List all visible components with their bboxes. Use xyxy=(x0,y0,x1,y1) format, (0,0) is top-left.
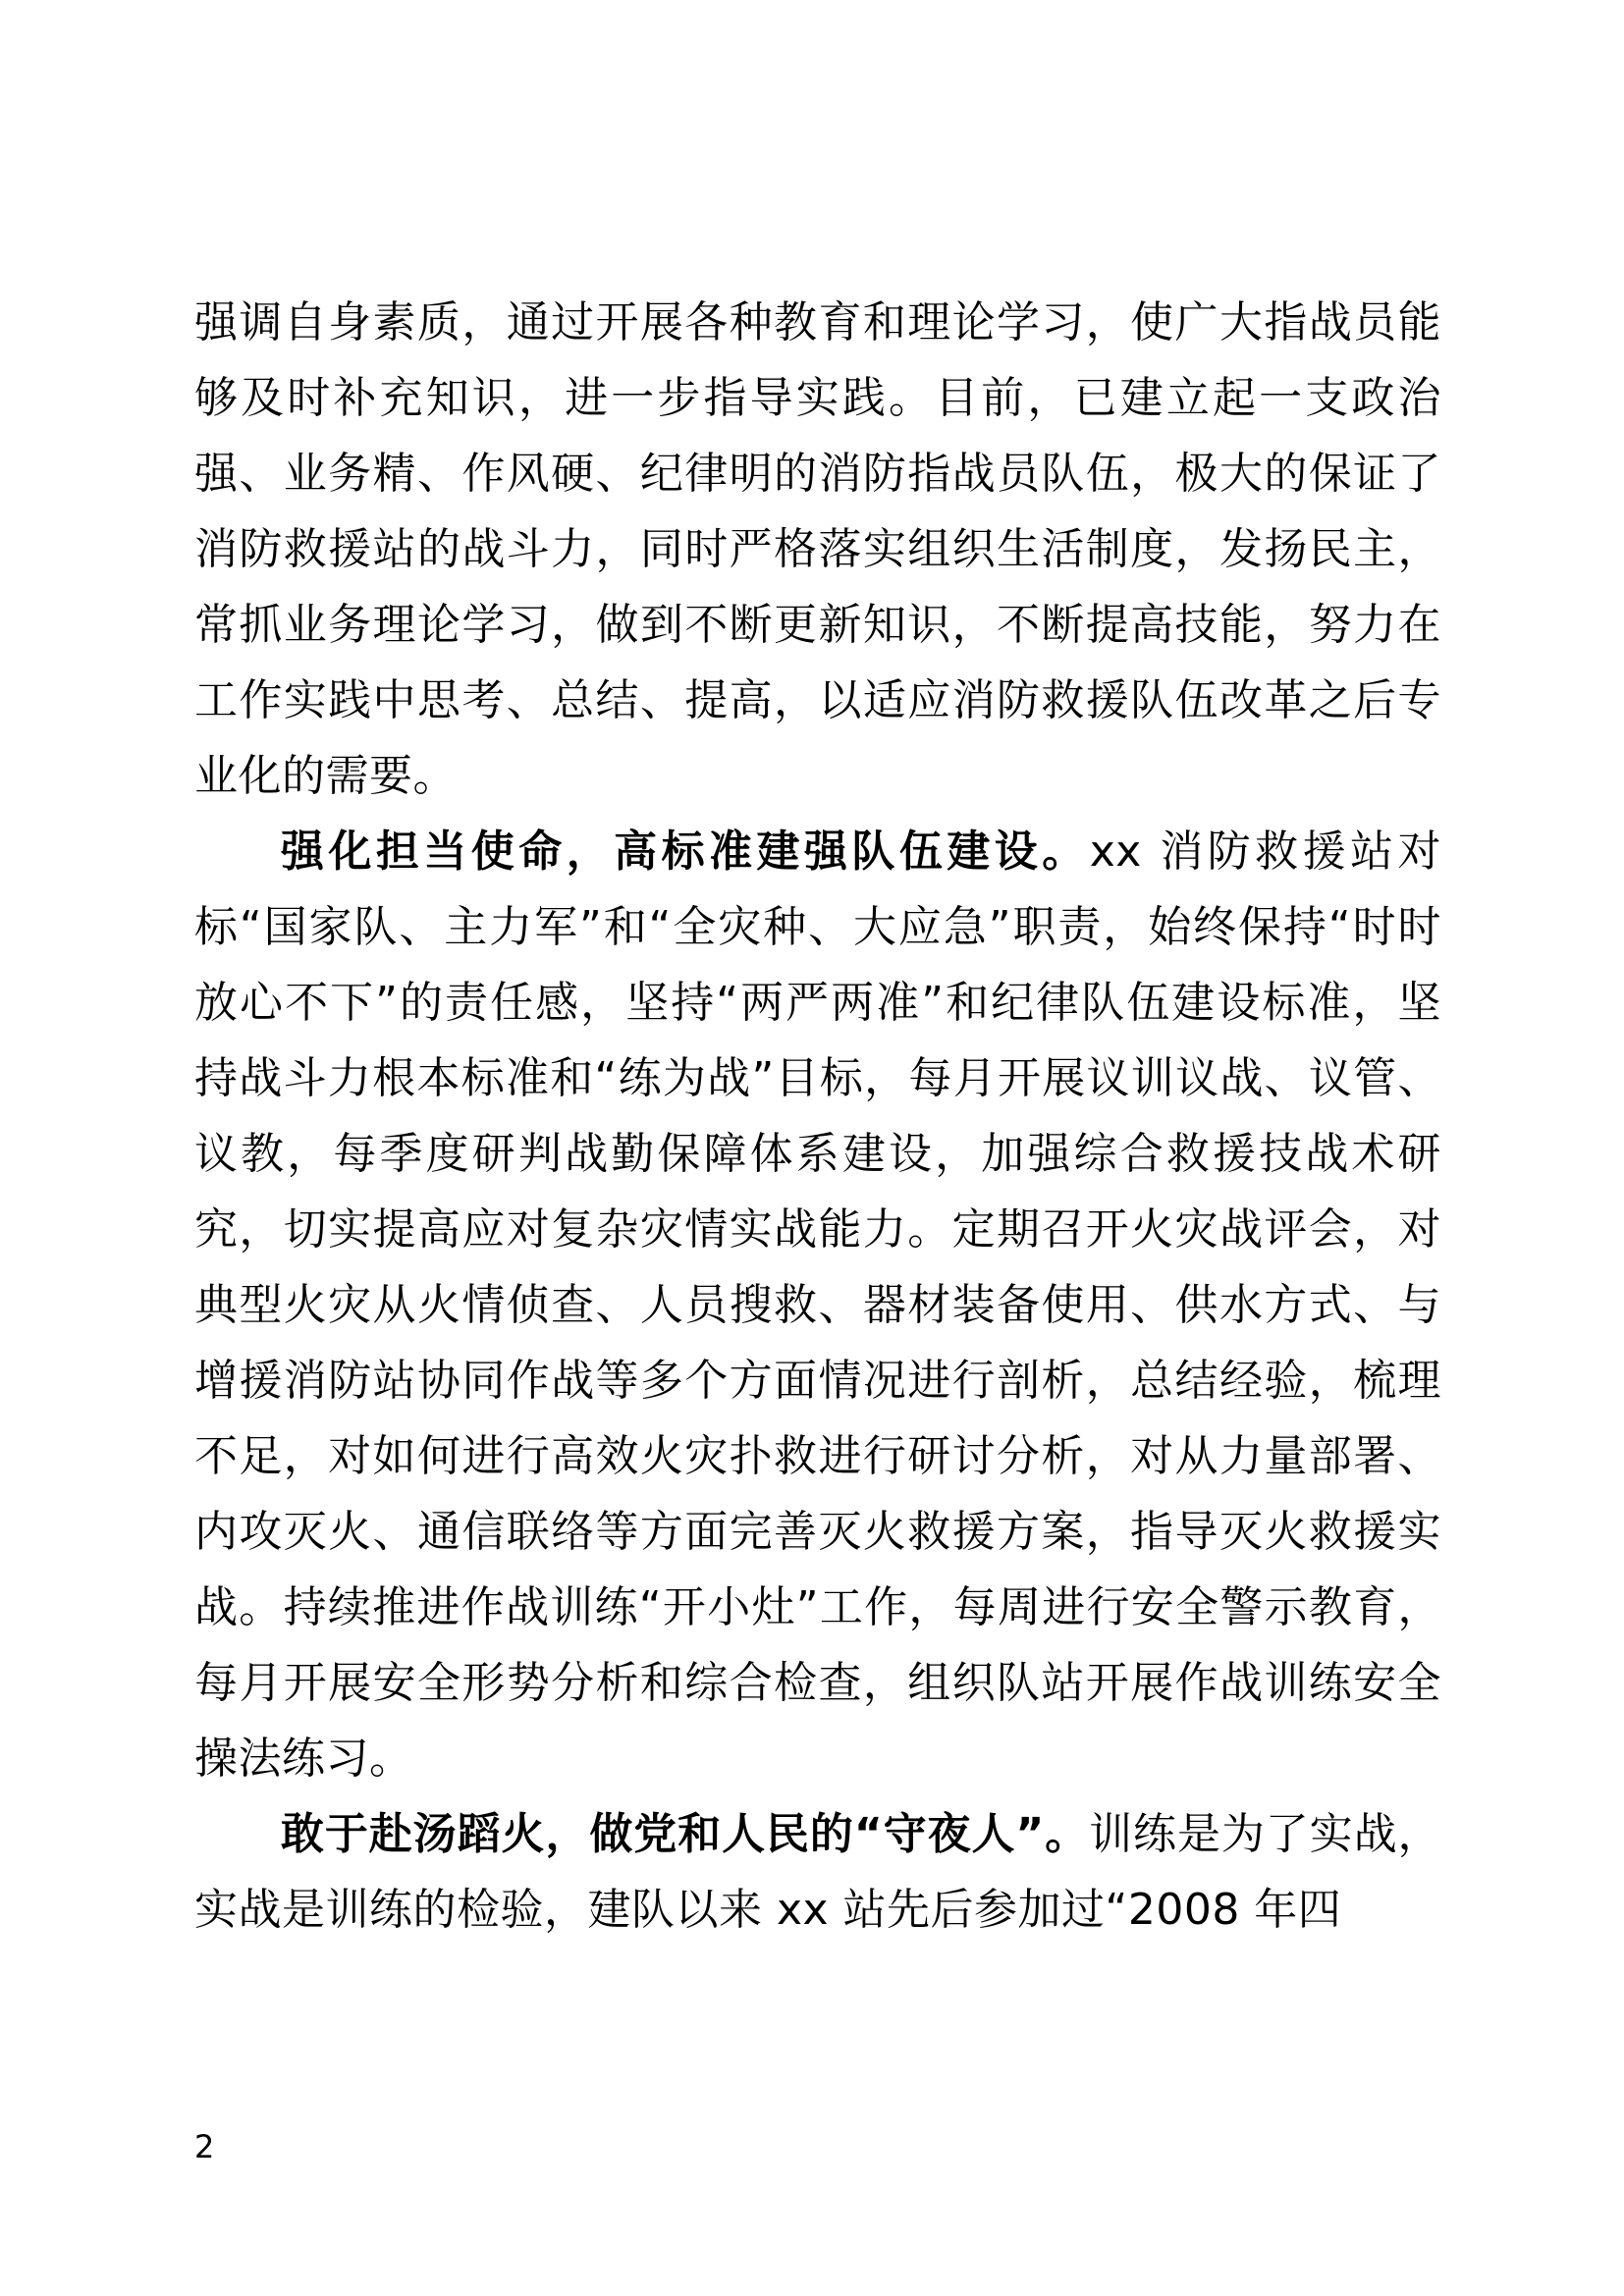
paragraph-2-text: xx 消防救援站对标“国家队、主力军”和“全灾种、大应急”职责，始终保持“时时放心不下”的责任感，坚持“两严两准”和纪律队伍建设标准，坚持战斗力根本标准和“练为战”目标，每月开展议训议战、议管、议教，每季度研判战勤保障体系建设，加强综合救援技战术研究，切实提高应对复杂灾情实战能力。定期召开火灾战评会，对典型火灾从火情侦查、人员搜救、器材装备使用、供水方式、与增援消防站协同作战等多个方面情况进行剖析，总结经验，梳理不足，对如何进行高效火灾扑救进行研讨分析，对从力量部署、内攻灭火、通信联络等方面完善灭火救援方案，指导灭火救援实战。持续推进作战训练“开小灶”工作，每周进行安全警示教育，每月开展安全形势分析和综合检查，组织队站开展作战训练安全操法练习。 xyxy=(194,827,1441,1784)
paragraph-1-text: 强调自身素质，通过开展各种教育和理论学习，使广大指战员能够及时补充知识，进一步指导实践。目前，已建立起一支政治强、业务精、作风硬、纪律明的消防指战员队伍，极大的保证了消防救援站的战斗力，同时严格落实组织生活制度，发扬民主，常抓业务理论学习，做到不断更新知识，不断提高技能，努力在工作实践中思考、总结、提高，以适应消防救援队伍改革之后专业化的需要。 xyxy=(194,297,1441,801)
paragraph-3-lead: 敢于赴汤蹈火，做党和人民的“守夜人”。 xyxy=(281,1809,1090,1859)
paragraph-2-lead: 强化担当使命，高标准建强队伍建设。 xyxy=(281,827,1090,877)
paragraph-2 xyxy=(194,814,1441,1796)
paragraph-3 xyxy=(194,1796,1441,1948)
page-body xyxy=(194,285,1441,1948)
page-number: 2 xyxy=(194,2128,215,2165)
paragraph-1 xyxy=(194,285,1441,814)
paragraph-3-text: 训练是为了实战，实战是训练的检验，建队以来 xx 站先后参加过“2008 年四 xyxy=(194,1809,1441,1935)
